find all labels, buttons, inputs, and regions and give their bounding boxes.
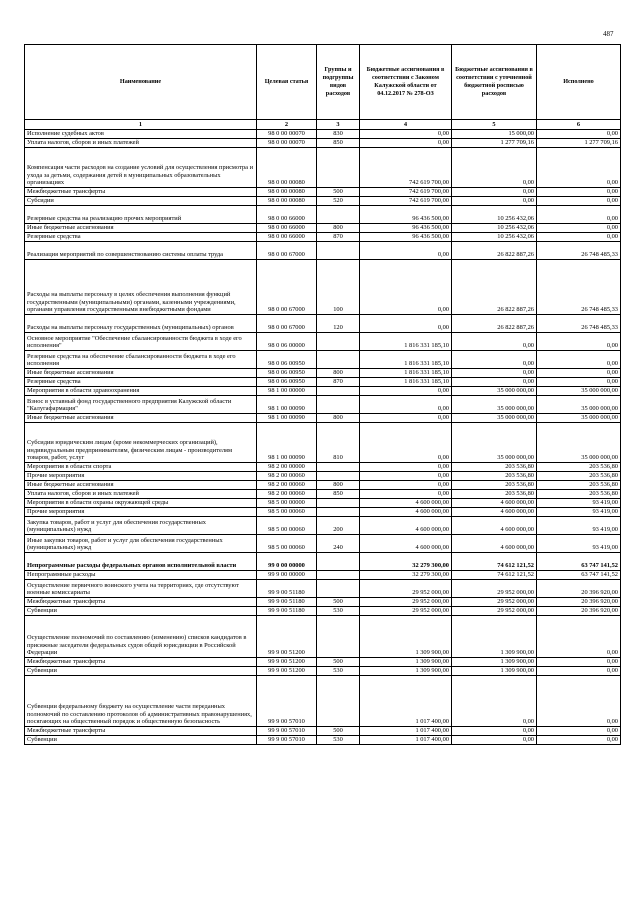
header-groups: Группы и подгруппы видов расходов xyxy=(317,45,360,120)
row-target-code: 98 5 00 00060 xyxy=(257,508,317,517)
table-row xyxy=(25,667,621,676)
row-group-code xyxy=(317,206,360,224)
row-name: Уплата налогов, сборов и иных платежей xyxy=(25,490,257,499)
row-updated-amount: 4 600 000,00 xyxy=(452,499,537,508)
row-name: Субсидии xyxy=(25,197,257,206)
row-executed-amount: 0,00 xyxy=(537,351,621,369)
row-target-code: 98 0 00 00080 xyxy=(257,188,317,197)
row-updated-amount: 203 536,80 xyxy=(452,481,537,490)
row-executed-amount: 0,00 xyxy=(537,233,621,242)
row-updated-amount: 0,00 xyxy=(452,148,537,188)
table-row xyxy=(25,535,621,553)
table-row xyxy=(25,369,621,378)
row-group-code xyxy=(317,553,360,571)
row-group-code: 810 xyxy=(317,423,360,463)
row-executed-amount: 203 536,80 xyxy=(537,490,621,499)
row-name: Межбюджетные трансферты xyxy=(25,598,257,607)
row-updated-amount: 0,00 xyxy=(452,188,537,197)
table-row xyxy=(25,490,621,499)
row-target-code: 99 9 00 51200 xyxy=(257,616,317,658)
row-target-code: 98 0 00 67000 xyxy=(257,315,317,333)
row-law-amount: 1 816 331 185,10 xyxy=(360,333,452,351)
row-law-amount: 29 952 000,00 xyxy=(360,598,452,607)
row-updated-amount: 203 536,80 xyxy=(452,472,537,481)
row-target-code: 98 0 06 00950 xyxy=(257,378,317,387)
table-row xyxy=(25,508,621,517)
row-target-code: 98 2 00 00060 xyxy=(257,472,317,481)
row-name: Иные бюджетные ассигнования xyxy=(25,369,257,378)
table-row xyxy=(25,499,621,508)
row-executed-amount: 0,00 xyxy=(537,667,621,676)
row-name: Реализация мероприятий по совершенствованию системы оплаты труда xyxy=(25,242,257,260)
row-group-code xyxy=(317,396,360,414)
row-name: Иные бюджетные ассигнования xyxy=(25,481,257,490)
row-name: Компенсация части расходов на создание условий для осуществления присмотра и ухода за детьми, содержания детей в муниципальных образовательных организациях xyxy=(25,148,257,188)
row-target-code: 99 9 00 57010 xyxy=(257,676,317,727)
row-law-amount: 742 619 700,00 xyxy=(360,148,452,188)
row-group-code: 800 xyxy=(317,481,360,490)
row-name: Расходы на выплаты персоналу в целях обеспечения выполнения функций государственными (муниципальными) органами, казенными учреждениями, органами управления государственными внебюджетными фондами xyxy=(25,260,257,315)
row-executed-amount: 26 748 485,33 xyxy=(537,260,621,315)
row-group-code: 500 xyxy=(317,188,360,197)
row-target-code: 98 0 06 00950 xyxy=(257,351,317,369)
row-law-amount: 4 600 000,00 xyxy=(360,517,452,535)
row-law-amount: 32 279 300,00 xyxy=(360,571,452,580)
row-name: Непрограммные расходы xyxy=(25,571,257,580)
row-group-code: 870 xyxy=(317,233,360,242)
table-row xyxy=(25,472,621,481)
row-law-amount: 0,00 xyxy=(360,490,452,499)
row-group-code: 800 xyxy=(317,369,360,378)
row-law-amount: 0,00 xyxy=(360,414,452,423)
row-law-amount: 0,00 xyxy=(360,387,452,396)
row-executed-amount: 20 396 920,00 xyxy=(537,580,621,598)
row-updated-amount: 1 309 900,00 xyxy=(452,616,537,658)
row-group-code: 240 xyxy=(317,535,360,553)
page-number: 487 xyxy=(603,30,614,38)
row-target-code: 98 0 00 67000 xyxy=(257,242,317,260)
row-updated-amount: 35 000 000,00 xyxy=(452,414,537,423)
row-name: Межбюджетные трансферты xyxy=(25,188,257,197)
row-name: Субсидии юридическим лицам (кроме некоммерческих организаций), индивидуальным предпринимателям, физическим лицам - производителям товаров, работ, услуг xyxy=(25,423,257,463)
row-law-amount: 0,00 xyxy=(360,260,452,315)
row-law-amount: 1 309 900,00 xyxy=(360,667,452,676)
row-group-code: 500 xyxy=(317,727,360,736)
table-row xyxy=(25,736,621,745)
row-executed-amount: 0,00 xyxy=(537,736,621,745)
row-updated-amount: 35 000 000,00 xyxy=(452,396,537,414)
row-executed-amount: 93 419,00 xyxy=(537,535,621,553)
row-target-code: 99 9 00 57010 xyxy=(257,736,317,745)
row-group-code xyxy=(317,472,360,481)
row-target-code: 99 9 00 57010 xyxy=(257,727,317,736)
row-target-code: 98 0 06 00000 xyxy=(257,333,317,351)
row-group-code: 120 xyxy=(317,315,360,333)
row-executed-amount: 0,00 xyxy=(537,148,621,188)
row-target-code: 99 0 00 00000 xyxy=(257,553,317,571)
row-group-code: 800 xyxy=(317,414,360,423)
row-law-amount: 0,00 xyxy=(360,139,452,148)
row-group-code: 200 xyxy=(317,517,360,535)
row-group-code xyxy=(317,508,360,517)
row-target-code: 99 9 00 00000 xyxy=(257,571,317,580)
table-row xyxy=(25,148,621,188)
row-law-amount: 1 816 331 185,10 xyxy=(360,351,452,369)
row-target-code: 98 2 00 00060 xyxy=(257,490,317,499)
row-name: Мероприятия в области здравоохранения xyxy=(25,387,257,396)
row-updated-amount: 4 600 000,00 xyxy=(452,535,537,553)
row-executed-amount: 63 747 141,52 xyxy=(537,571,621,580)
row-executed-amount: 63 747 141,52 xyxy=(537,553,621,571)
row-group-code: 530 xyxy=(317,607,360,616)
row-updated-amount: 35 000 000,00 xyxy=(452,387,537,396)
row-executed-amount: 0,00 xyxy=(537,378,621,387)
row-updated-amount: 29 952 000,00 xyxy=(452,607,537,616)
row-name: Основное мероприятие "Обеспечение сбалансированности бюджета в ходе его исполнения" xyxy=(25,333,257,351)
row-group-code: 830 xyxy=(317,130,360,139)
row-updated-amount: 35 000 000,00 xyxy=(452,423,537,463)
header-target: Целевая статья xyxy=(257,45,317,120)
row-updated-amount: 74 612 121,52 xyxy=(452,553,537,571)
row-name: Межбюджетные трансферты xyxy=(25,727,257,736)
header-law: Бюджетные ассигнования в соответствии с Законом Калужской области от 04.12.2017 № 278-ОЗ xyxy=(360,45,452,120)
row-group-code: 800 xyxy=(317,224,360,233)
row-target-code: 98 2 00 00060 xyxy=(257,481,317,490)
row-updated-amount: 1 309 900,00 xyxy=(452,658,537,667)
row-name: Закупка товаров, работ и услуг для обеспечения государственных (муниципальных) нужд xyxy=(25,517,257,535)
row-executed-amount: 35 000 000,00 xyxy=(537,414,621,423)
row-target-code: 99 9 00 51180 xyxy=(257,598,317,607)
row-group-code xyxy=(317,676,360,727)
row-law-amount: 0,00 xyxy=(360,242,452,260)
header-updated: Бюджетные ассигнования в соответствии с уточненной бюджетной росписью расходов xyxy=(452,45,537,120)
row-group-code: 500 xyxy=(317,658,360,667)
table-row xyxy=(25,658,621,667)
row-group-code: 100 xyxy=(317,260,360,315)
row-executed-amount: 203 536,80 xyxy=(537,463,621,472)
row-target-code: 98 0 06 00950 xyxy=(257,369,317,378)
row-name: Исполнение судебных актов xyxy=(25,130,257,139)
row-law-amount: 29 952 000,00 xyxy=(360,607,452,616)
row-executed-amount: 0,00 xyxy=(537,616,621,658)
row-name: Межбюджетные трансферты xyxy=(25,658,257,667)
row-updated-amount: 0,00 xyxy=(452,351,537,369)
row-law-amount: 4 600 000,00 xyxy=(360,499,452,508)
table-row xyxy=(25,616,621,658)
row-group-code xyxy=(317,148,360,188)
row-updated-amount: 0,00 xyxy=(452,736,537,745)
row-target-code: 98 0 00 67000 xyxy=(257,260,317,315)
row-target-code: 98 0 00 00070 xyxy=(257,130,317,139)
row-updated-amount: 10 256 432,06 xyxy=(452,224,537,233)
row-updated-amount: 0,00 xyxy=(452,197,537,206)
table-row xyxy=(25,580,621,598)
table-row xyxy=(25,553,621,571)
row-updated-amount: 29 952 000,00 xyxy=(452,598,537,607)
column-number: 5 xyxy=(452,120,537,130)
row-target-code: 98 1 00 00090 xyxy=(257,414,317,423)
row-law-amount: 0,00 xyxy=(360,463,452,472)
row-name: Субвенции федеральному бюджету на осуществление части переданных полномочий по составлению протоколов об административных правонарушениях, посягающих на общественный порядок и общественную безопасность xyxy=(25,676,257,727)
row-updated-amount: 4 600 000,00 xyxy=(452,517,537,535)
row-law-amount: 32 279 300,00 xyxy=(360,553,452,571)
column-number: 2 xyxy=(257,120,317,130)
row-executed-amount: 26 748 485,33 xyxy=(537,315,621,333)
table-row xyxy=(25,130,621,139)
row-executed-amount: 35 000 000,00 xyxy=(537,387,621,396)
row-updated-amount: 0,00 xyxy=(452,676,537,727)
column-number: 1 xyxy=(25,120,257,130)
row-law-amount: 1 816 331 185,10 xyxy=(360,378,452,387)
row-executed-amount: 0,00 xyxy=(537,130,621,139)
table-row xyxy=(25,481,621,490)
table-row xyxy=(25,571,621,580)
row-executed-amount: 203 536,80 xyxy=(537,472,621,481)
table-body xyxy=(25,130,621,745)
row-law-amount: 0,00 xyxy=(360,472,452,481)
row-updated-amount: 74 612 121,52 xyxy=(452,571,537,580)
row-name: Расходы на выплаты персоналу государственных (муниципальных) органов xyxy=(25,315,257,333)
table-row xyxy=(25,315,621,333)
row-group-code: 530 xyxy=(317,736,360,745)
table-row xyxy=(25,224,621,233)
row-target-code: 98 5 00 00060 xyxy=(257,517,317,535)
row-name: Прочие мероприятия xyxy=(25,508,257,517)
row-executed-amount: 0,00 xyxy=(537,369,621,378)
row-law-amount: 0,00 xyxy=(360,396,452,414)
row-group-code xyxy=(317,616,360,658)
table-row xyxy=(25,206,621,224)
row-updated-amount: 0,00 xyxy=(452,378,537,387)
header-name: Наименование xyxy=(25,45,257,120)
row-updated-amount: 203 536,80 xyxy=(452,463,537,472)
row-law-amount: 0,00 xyxy=(360,130,452,139)
row-law-amount: 96 436 500,00 xyxy=(360,233,452,242)
row-updated-amount: 26 822 887,26 xyxy=(452,242,537,260)
row-law-amount: 742 619 700,00 xyxy=(360,188,452,197)
row-name: Взнос в уставный фонд государственного предприятия Калужской области "Калугафармация" xyxy=(25,396,257,414)
row-law-amount: 4 600 000,00 xyxy=(360,535,452,553)
row-executed-amount: 20 396 920,00 xyxy=(537,598,621,607)
row-executed-amount: 0,00 xyxy=(537,676,621,727)
row-target-code: 99 9 00 51200 xyxy=(257,667,317,676)
row-name: Иные бюджетные ассигнования xyxy=(25,414,257,423)
row-name: Субвенции xyxy=(25,667,257,676)
row-group-code: 870 xyxy=(317,378,360,387)
row-target-code: 98 0 00 66000 xyxy=(257,206,317,224)
row-law-amount: 4 600 000,00 xyxy=(360,508,452,517)
table-row xyxy=(25,233,621,242)
row-executed-amount: 1 277 709,16 xyxy=(537,139,621,148)
row-group-code xyxy=(317,333,360,351)
row-name: Мероприятия в области охраны окружающей среды xyxy=(25,499,257,508)
row-executed-amount: 93 419,00 xyxy=(537,517,621,535)
row-executed-amount: 93 419,00 xyxy=(537,508,621,517)
row-group-code xyxy=(317,571,360,580)
row-target-code: 98 5 00 00000 xyxy=(257,499,317,508)
row-name: Осуществление первичного воинского учета на территориях, где отсутствуют военные комиссариаты xyxy=(25,580,257,598)
row-name: Субвенции xyxy=(25,607,257,616)
row-target-code: 99 9 00 51200 xyxy=(257,658,317,667)
row-executed-amount: 93 419,00 xyxy=(537,499,621,508)
table-row xyxy=(25,378,621,387)
column-number: 4 xyxy=(360,120,452,130)
table-row xyxy=(25,260,621,315)
row-group-code xyxy=(317,242,360,260)
row-law-amount: 1 017 400,00 xyxy=(360,736,452,745)
row-updated-amount: 0,00 xyxy=(452,369,537,378)
row-updated-amount: 1 309 900,00 xyxy=(452,667,537,676)
row-law-amount: 1 309 900,00 xyxy=(360,658,452,667)
row-executed-amount: 35 000 000,00 xyxy=(537,396,621,414)
row-executed-amount: 0,00 xyxy=(537,197,621,206)
table-row xyxy=(25,517,621,535)
row-executed-amount: 0,00 xyxy=(537,333,621,351)
table-row xyxy=(25,396,621,414)
row-updated-amount: 1 277 709,16 xyxy=(452,139,537,148)
row-executed-amount: 35 000 000,00 xyxy=(537,423,621,463)
row-name: Прочие мероприятия xyxy=(25,472,257,481)
row-name: Мероприятия в области спорта xyxy=(25,463,257,472)
row-executed-amount: 0,00 xyxy=(537,224,621,233)
row-name: Резервные средства xyxy=(25,233,257,242)
row-updated-amount: 4 600 000,00 xyxy=(452,508,537,517)
table-row xyxy=(25,414,621,423)
header-executed: Исполнено xyxy=(537,45,621,120)
row-updated-amount: 0,00 xyxy=(452,727,537,736)
table-row xyxy=(25,197,621,206)
row-law-amount: 96 436 500,00 xyxy=(360,206,452,224)
table-row xyxy=(25,463,621,472)
row-law-amount: 96 436 500,00 xyxy=(360,224,452,233)
row-law-amount: 1 816 331 185,10 xyxy=(360,369,452,378)
row-target-code: 98 0 00 66000 xyxy=(257,233,317,242)
row-name: Иные бюджетные ассигнования xyxy=(25,224,257,233)
row-name: Уплата налогов, сборов и иных платежей xyxy=(25,139,257,148)
row-executed-amount: 0,00 xyxy=(537,658,621,667)
row-law-amount: 0,00 xyxy=(360,315,452,333)
row-updated-amount: 26 822 887,26 xyxy=(452,260,537,315)
row-executed-amount: 0,00 xyxy=(537,188,621,197)
row-target-code: 98 1 00 00000 xyxy=(257,387,317,396)
row-group-code xyxy=(317,499,360,508)
row-target-code: 99 9 00 51180 xyxy=(257,607,317,616)
row-target-code: 98 1 00 00090 xyxy=(257,396,317,414)
row-law-amount: 29 952 000,00 xyxy=(360,580,452,598)
row-group-code xyxy=(317,463,360,472)
table-row xyxy=(25,351,621,369)
column-number: 6 xyxy=(537,120,621,130)
row-name: Непрограммные расходы федеральных органов исполнительной власти xyxy=(25,553,257,571)
row-name: Субвенции xyxy=(25,736,257,745)
row-law-amount: 1 017 400,00 xyxy=(360,676,452,727)
row-target-code: 98 0 00 00070 xyxy=(257,139,317,148)
table-row xyxy=(25,727,621,736)
row-name: Резервные средства на обеспечение сбалансированности бюджета в ходе его исполнения xyxy=(25,351,257,369)
row-executed-amount: 203 536,80 xyxy=(537,481,621,490)
table-row xyxy=(25,387,621,396)
row-executed-amount: 0,00 xyxy=(537,206,621,224)
row-group-code: 850 xyxy=(317,490,360,499)
row-name: Резервные средства на реализацию прочих мероприятий xyxy=(25,206,257,224)
table-row xyxy=(25,598,621,607)
header-row xyxy=(25,45,621,120)
table-row xyxy=(25,607,621,616)
row-target-code: 98 0 00 66000 xyxy=(257,224,317,233)
row-law-amount: 0,00 xyxy=(360,423,452,463)
row-group-code xyxy=(317,387,360,396)
table-row xyxy=(25,333,621,351)
row-law-amount: 742 619 700,00 xyxy=(360,197,452,206)
row-target-code: 98 0 00 00080 xyxy=(257,197,317,206)
row-target-code: 98 1 00 00090 xyxy=(257,423,317,463)
row-target-code: 99 9 00 51180 xyxy=(257,580,317,598)
row-law-amount: 0,00 xyxy=(360,481,452,490)
row-group-code: 850 xyxy=(317,139,360,148)
row-updated-amount: 10 256 432,06 xyxy=(452,233,537,242)
row-updated-amount: 0,00 xyxy=(452,333,537,351)
column-number: 3 xyxy=(317,120,360,130)
table-row xyxy=(25,139,621,148)
row-group-code xyxy=(317,580,360,598)
row-target-code: 98 5 00 00060 xyxy=(257,535,317,553)
row-name: Резервные средства xyxy=(25,378,257,387)
row-group-code: 530 xyxy=(317,667,360,676)
row-target-code: 98 0 00 00080 xyxy=(257,148,317,188)
row-executed-amount: 26 748 485,33 xyxy=(537,242,621,260)
row-name: Осуществление полномочий по составлению (изменению) списков кандидатов в присяжные заседатели федеральных судов общей юрисдикции в Российской Федерации xyxy=(25,616,257,658)
row-updated-amount: 203 536,80 xyxy=(452,490,537,499)
table-row xyxy=(25,242,621,260)
row-group-code xyxy=(317,351,360,369)
table-row xyxy=(25,676,621,727)
row-executed-amount: 20 396 920,00 xyxy=(537,607,621,616)
budget-table xyxy=(24,44,621,745)
row-group-code: 520 xyxy=(317,197,360,206)
row-executed-amount: 0,00 xyxy=(537,727,621,736)
row-group-code: 500 xyxy=(317,598,360,607)
row-law-amount: 1 017 400,00 xyxy=(360,727,452,736)
row-updated-amount: 15 000,00 xyxy=(452,130,537,139)
row-target-code: 98 2 00 00000 xyxy=(257,463,317,472)
row-name: Иные закупки товаров, работ и услуг для обеспечения государственных (муниципальных) нужд xyxy=(25,535,257,553)
table-row xyxy=(25,188,621,197)
row-law-amount: 1 309 900,00 xyxy=(360,616,452,658)
table-row xyxy=(25,423,621,463)
column-number-row xyxy=(25,120,621,130)
row-updated-amount: 29 952 000,00 xyxy=(452,580,537,598)
row-updated-amount: 26 822 887,26 xyxy=(452,315,537,333)
row-updated-amount: 10 256 432,06 xyxy=(452,206,537,224)
